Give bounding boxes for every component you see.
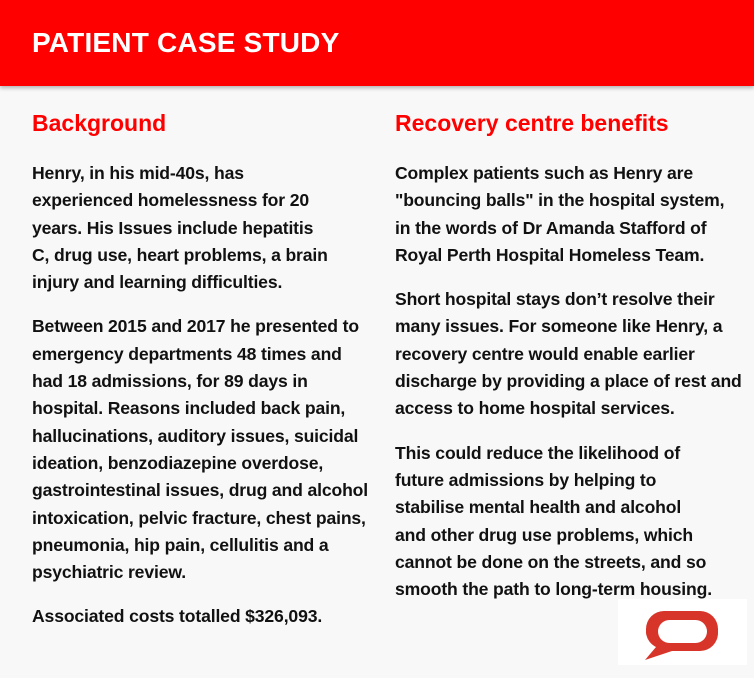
recovery-heading: Recovery centre benefits bbox=[395, 110, 669, 136]
background-heading: Background bbox=[32, 110, 167, 136]
background-column bbox=[32, 108, 377, 648]
background-paragraph: Between 2015 and 2017 he presented to emergency departments 48 times and had 18 admissions, for 89 days in hospital. Reasons included back pain, hallucinations, auditory issues, suicidal ideation, benzodiazepine overdose, gastrointestinal issues, drug and alcohol intoxication, pelvic fracture, chest pains, pneumonia, hip pain, cellulitis and a psychiatric review. bbox=[32, 316, 369, 583]
page-title: PATIENT CASE STUDY bbox=[32, 27, 340, 58]
speech-bubble-logo-icon bbox=[642, 607, 722, 661]
recovery-paragraph: Short hospital stays don’t resolve their many issues. For someone like Henry, a recovery centre would enable earlier discharge by providing a place of rest and access to home hospital services. bbox=[395, 289, 742, 419]
header-banner bbox=[0, 0, 754, 86]
logo bbox=[618, 599, 747, 665]
background-paragraph: Henry, in his mid-40s, has experienced homelessness for 20 years. His Issues include hepatitis C, drug use, heart problems, a brain injury and learning difficulties. bbox=[32, 163, 328, 293]
recovery-paragraph: Complex patients such as Henry are "bouncing balls" in the hospital system, in the words of Dr Amanda Stafford of Royal Perth Hospital Homeless Team. bbox=[395, 163, 725, 265]
recovery-paragraph: This could reduce the likelihood of future admissions by helping to stabilise mental health and alcohol and other drug use problems, which cannot be done on the streets, and so smooth the path to long-term housing. bbox=[395, 442, 712, 600]
background-paragraph: Associated costs totalled $326,093. bbox=[32, 606, 323, 627]
recovery-column bbox=[395, 108, 747, 620]
